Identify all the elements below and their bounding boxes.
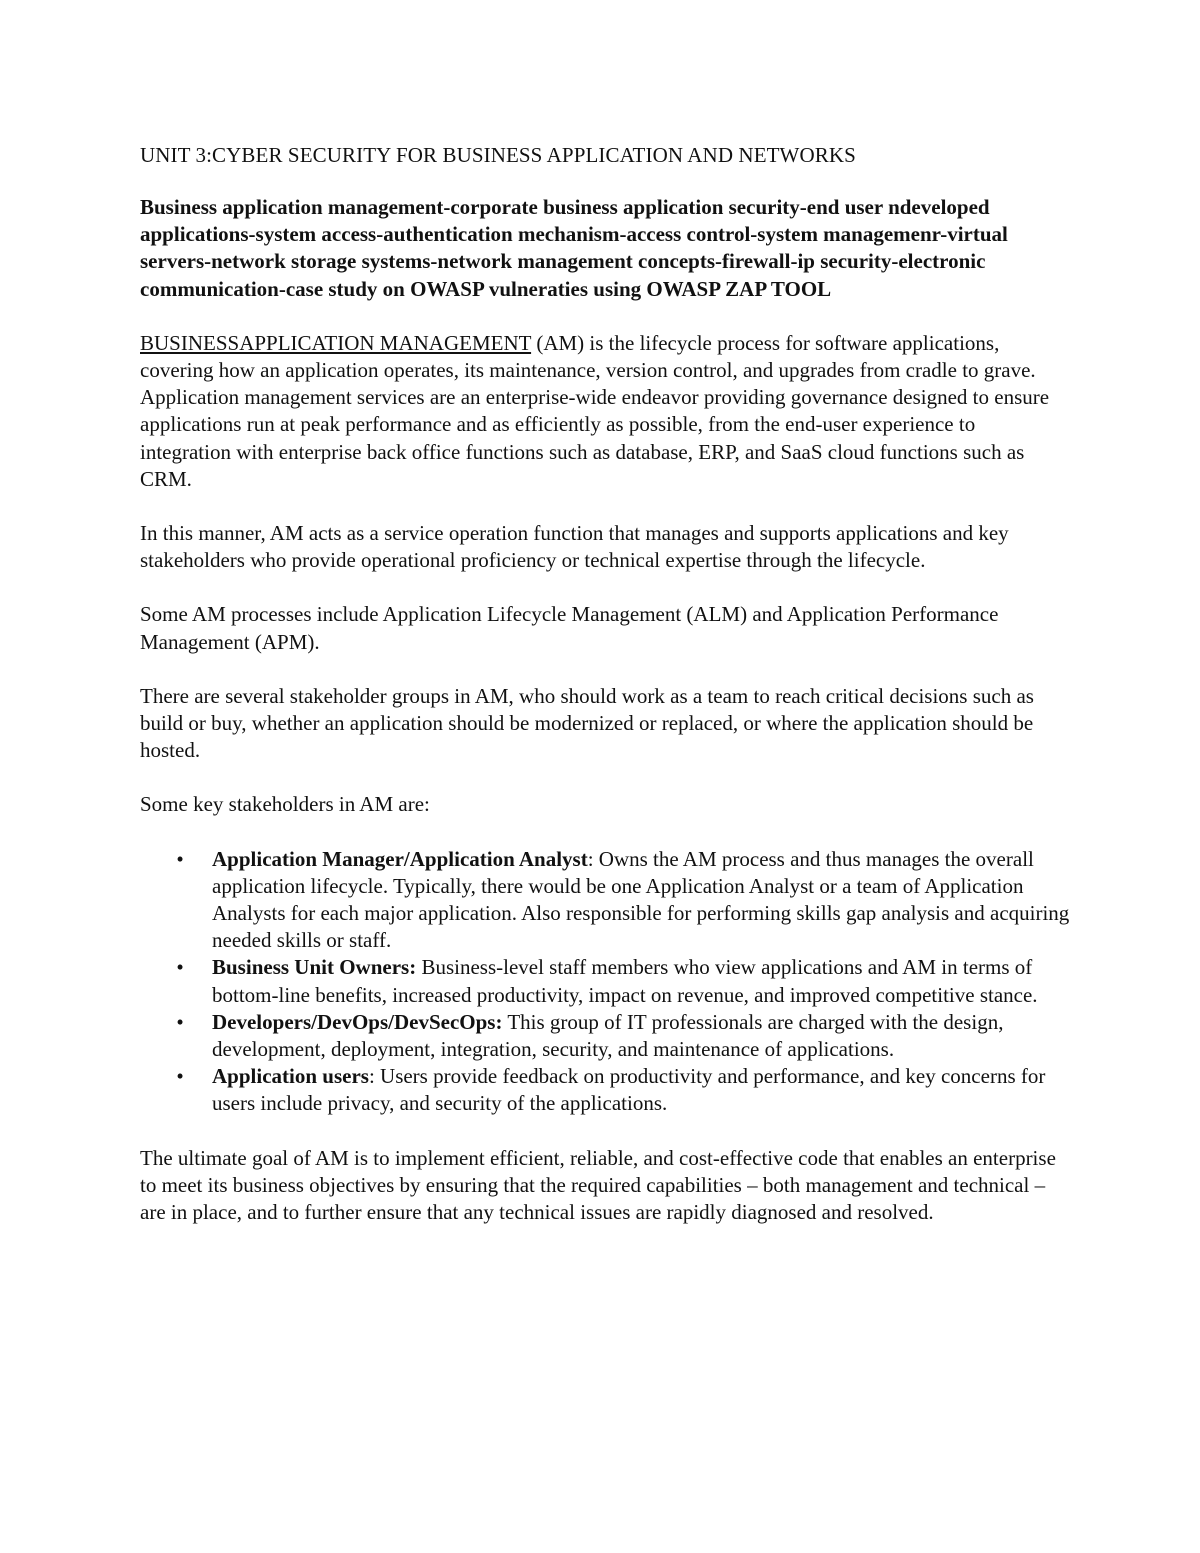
unit-title: UNIT 3:CYBER SECURITY FOR BUSINESS APPLICATION AND NETWORKS — [140, 143, 856, 167]
intro-term: BUSINESSAPPLICATION MANAGEMENT — [140, 330, 532, 355]
stakeholder-term: Developers/DevOps/DevSecOps: — [212, 1009, 503, 1034]
bullet-icon: • — [176, 1064, 184, 1089]
paragraph-key-stakeholders-intro: Some key stakeholders in AM are: — [140, 792, 430, 817]
intro-paragraph — [140, 330, 1070, 493]
list-item — [140, 1009, 1070, 1063]
stakeholder-term: Application users — [212, 1064, 369, 1089]
stakeholder-description: : Owns the AM process and thus manages the overall application lifecycle. Typically, there would be one Application Analyst or a team of Application Analysts for each major application. Also responsible for performing skills gap analysis and acquiring needed skills or staff. — [212, 846, 1070, 953]
list-item — [140, 846, 1070, 955]
intro-text: (AM) is the lifecycle process for software applications, covering how an application operates, its maintenance, version control, and upgrades from cradle to grave. Application management services are an enterprise-wide endeavor providing governance designed to ensure applications run at peak performance and as efficiently as possible, from the end-user experience to integration with enterprise back office functions such as database, ERP, and SaaS cloud functions such as CRM. — [140, 330, 1050, 491]
bullet-icon: • — [176, 1009, 184, 1034]
stakeholder-description: This group of IT professionals are charged with the design, development, deployment, integration, security, and maintenance of applications. — [212, 1009, 1004, 1062]
conclusion-paragraph: The ultimate goal of AM is to implement efficient, reliable, and cost-effective code that enables an enterprise to meet its business objectives by ensuring that the required capabilities – both management and technical – are in place, and to further ensure that any technical issues are rapidly diagnosed and resolved. — [140, 1145, 1056, 1225]
stakeholder-term: Business Unit Owners: — [212, 955, 417, 980]
document-page — [140, 142, 1070, 1253]
paragraph-stakeholder-groups: There are several stakeholder groups in AM, who should work as a team to reach critical decisions such as build or buy, whether an application should be modernized or replaced, or where the application should be hosted. — [140, 683, 1034, 763]
paragraph-service-operation: In this manner, AM acts as a service operation function that manages and supports applications and key stakeholders who provide operational proficiency or technical expertise through the lifecycle. — [140, 521, 1009, 573]
list-item — [140, 1063, 1070, 1117]
stakeholder-term: Application Manager/Application Analyst — [212, 846, 588, 871]
paragraph-am-processes: Some AM processes include Application Lifecycle Management (ALM) and Application Performance Management (APM). — [140, 602, 999, 654]
stakeholder-description: : Users provide feedback on productivity and performance, and key concerns for users include privacy, and security of the applications. — [212, 1064, 1046, 1116]
bullet-icon: • — [176, 846, 184, 871]
list-item — [140, 954, 1070, 1008]
stakeholder-description: Business-level staff members who view applications and AM in terms of bottom-line benefits, increased productivity, impact on revenue, and improved competitive stance. — [212, 955, 1038, 1007]
bullet-icon: • — [176, 955, 184, 980]
stakeholder-list — [140, 846, 1070, 1118]
topics-summary: Business application management-corporate business application security-end user ndeveloped applications-system access-authentication mechanism-access control-system managemenr-virtual servers-network storage systems-network management concepts-firewall-ip security-electronic communication-case study on OWASP vulneraties using OWASP ZAP TOOL — [140, 195, 1008, 301]
